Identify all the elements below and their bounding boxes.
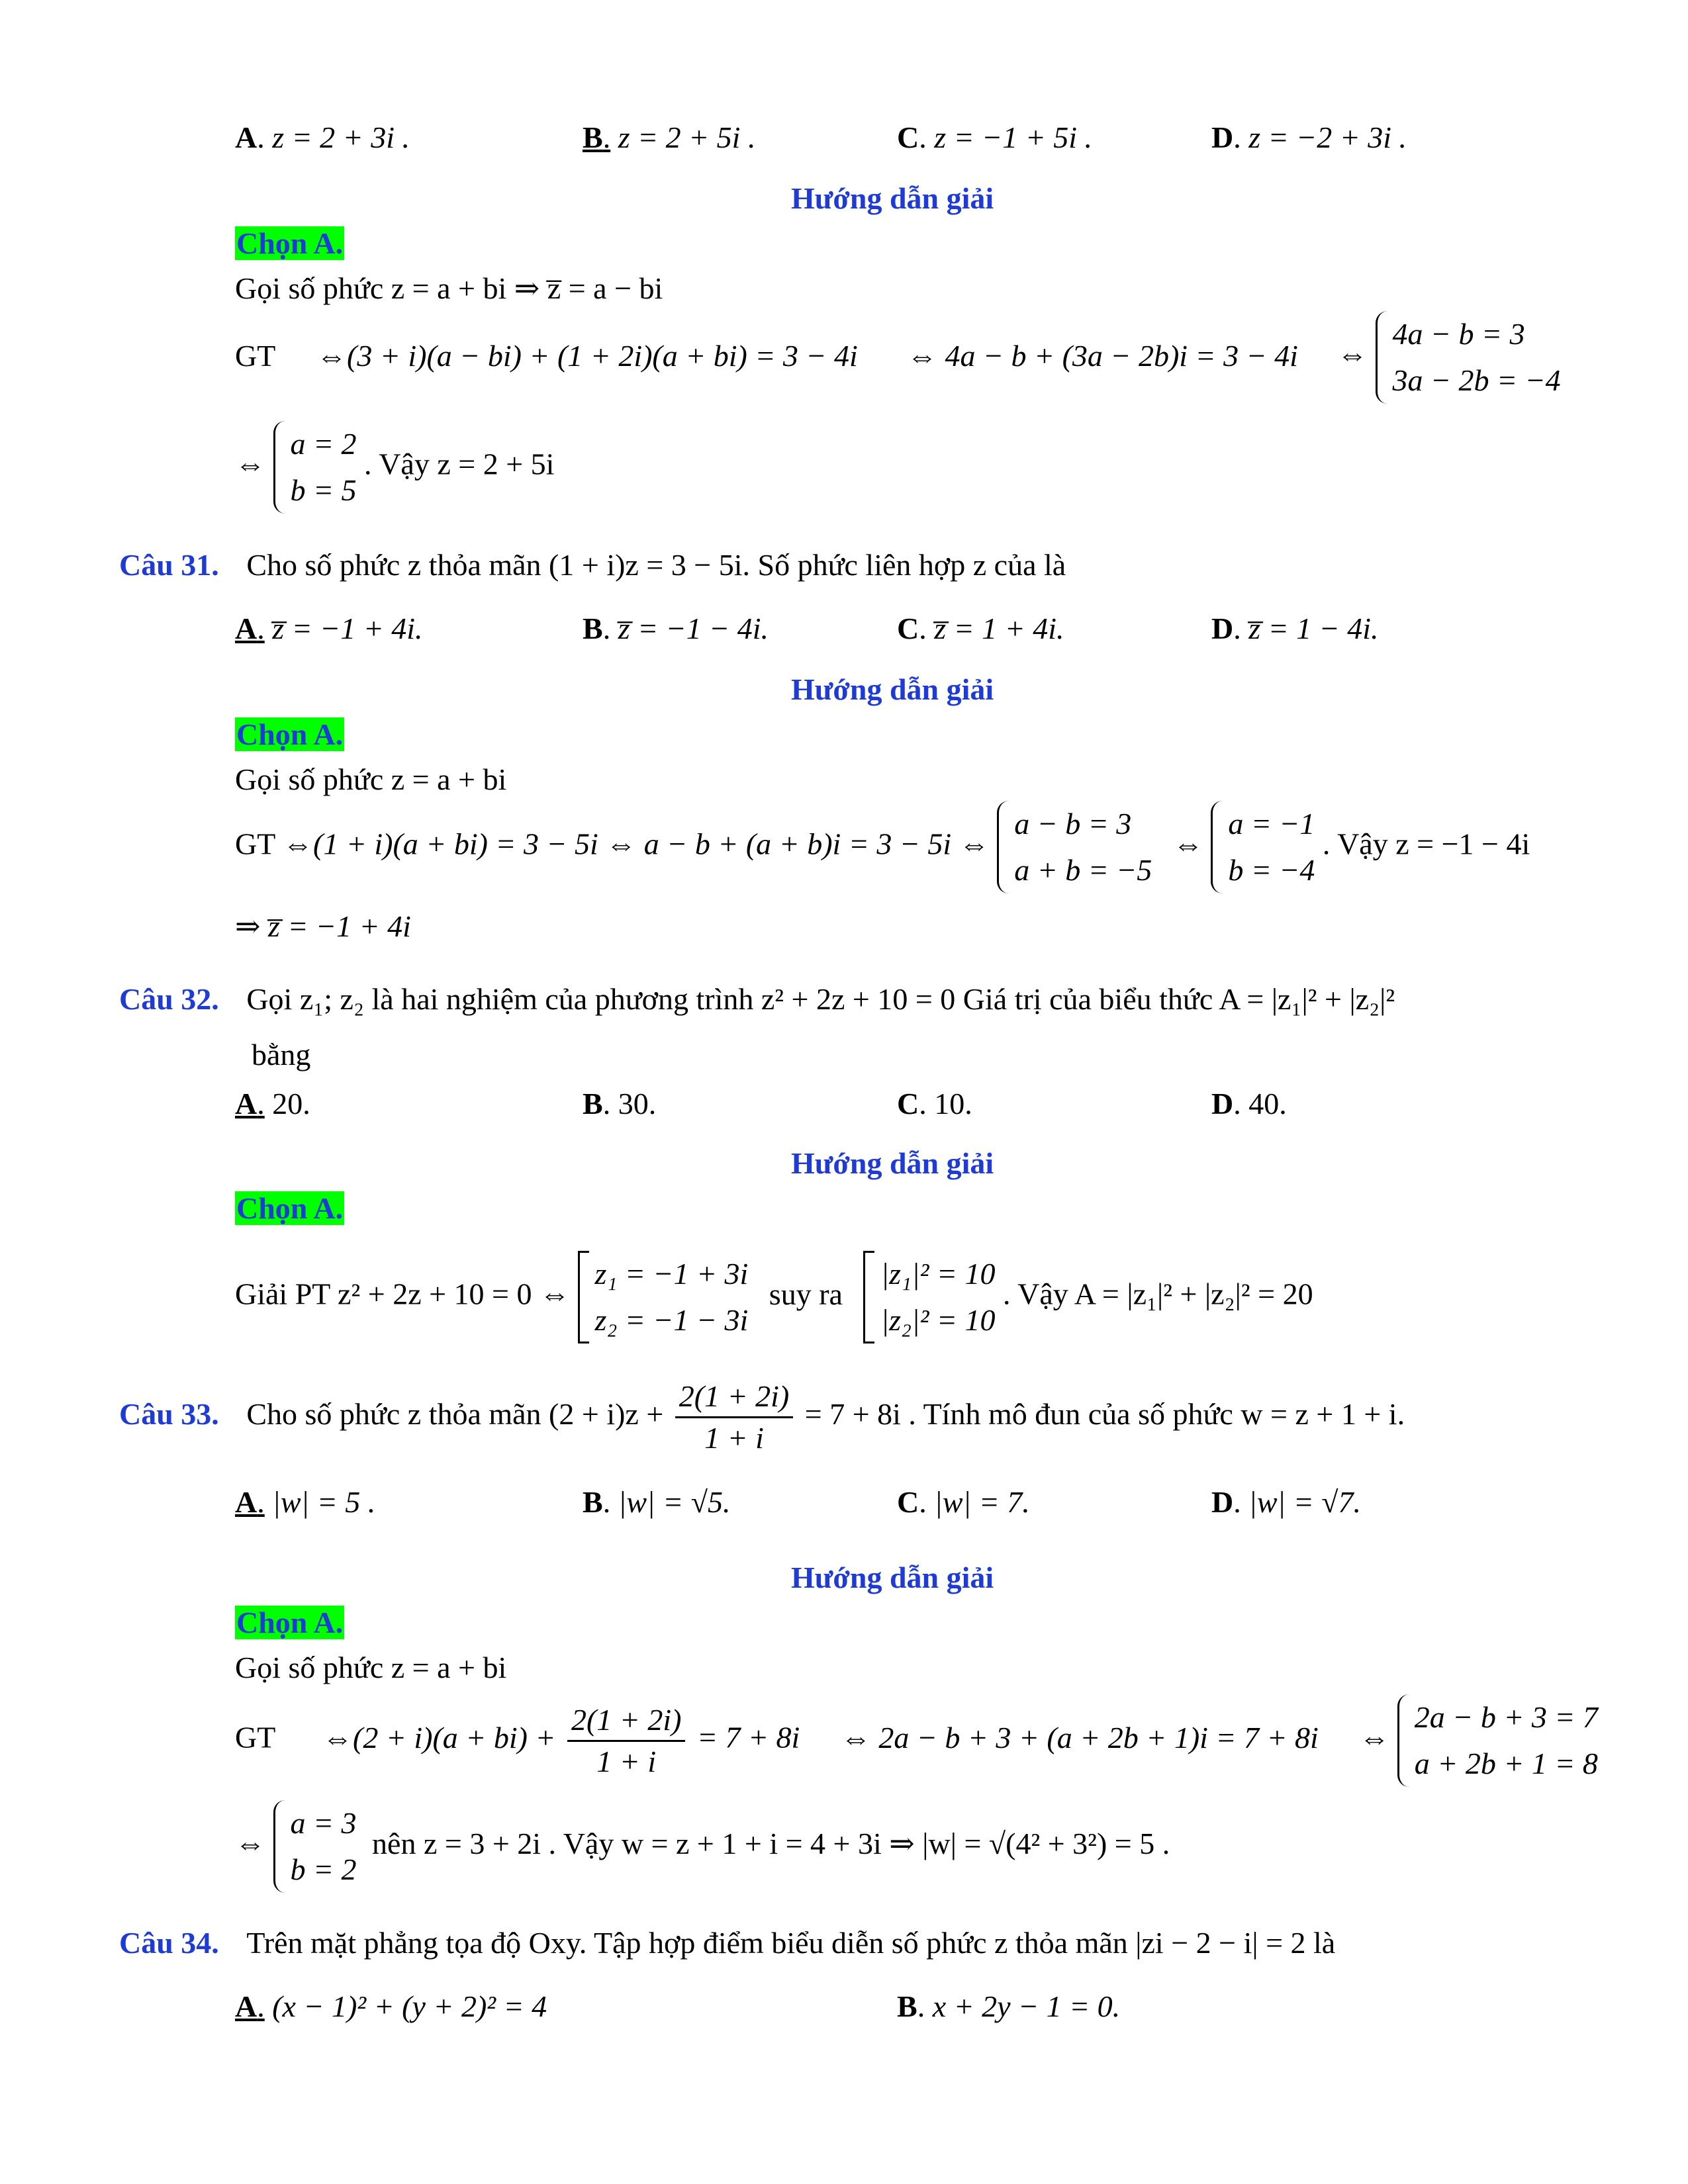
q32-option-b: B. 30. [583,1087,657,1120]
q30-option-c: C. z = −1 + 5i . [897,120,1093,154]
option-text: z = −1 + 5i . [934,120,1093,154]
chon-answer: Chọn A. [236,1606,344,1639]
solution-heading: Hướng dẫn giải [791,181,994,215]
option-label: D [1211,120,1234,154]
q34-option-a: A. (x − 1)² + (y + 2)² = 4 [235,1989,547,2023]
q31-option-b: B. z̅ = −1 − 4i. [583,612,769,645]
option-label: C [897,120,919,154]
q31-option-c: C. z̅ = 1 + 4i. [897,612,1064,645]
gt-line: GT ⇔(1 + i)(a + bi) = 3 − 5i ⇔ a − b + (a + b)i = 3 − 5i ⇔ a − b = 3 a + b = −5 ⇔ a = −1 b = −4 . Vậy z = −1 − 4i [235,801,1530,893]
q33-option-c: C. |w| = 7. [897,1485,1030,1519]
q31-option-d: D. z̅ = 1 − 4i. [1211,612,1379,645]
q32-option-c: C. 10. [897,1087,972,1120]
solution-line: Gọi số phức z = a + bi [235,1651,507,1684]
q30-option-d: D. z = −2 + 3i . [1211,120,1407,154]
question-31 [119,547,1066,584]
solve-line: Giải PT z² + 2z + 10 = 0 ⇔ z₁ = −1 + 3i z₂ = −1 − 3i suy ra |z₁|² = 10 |z₂|² = 10 . Vậy A = |z₁|² + |z₂|² = 20 [235,1251,1313,1343]
question-text: Cho số phức z thỏa mãn (1 + i)z = 3 − 5i. Số phức liên hợp z của là [246,548,1066,582]
final-line: ⇒ z̅ = −1 + 4i [235,909,411,943]
question-32 [119,981,1395,1018]
equation-system: ⇔ 4a − b = 3 3a − 2b = −4 [1337,311,1561,404]
gt-line: GT ⇔(2 + i)(a + bi) + $\frac{2(1 + 2i)}{1 + i}$ = 7 + 8i ⇔ 2a − b + 3 + (a + 2b + 1)i = 7 + 8i ⇔ 2a − b + 3 = 7 a + 2b + 1 = 8 [235,1694,1598,1787]
gt-equation: ⇔(3 + i)(a − bi) + (1 + 2i)(a + bi) = 3 − 4i [316,339,858,373]
q32-option-a: A. 20. [235,1087,310,1120]
result-system: ⇔ a = 3 b = 2 nên z = 3 + 2i . Vậy w = z + 1 + i = 4 + 3i ⇒ |w| = √(4² + 3²) = 5 . [235,1800,1170,1893]
question-34 [119,1925,1335,1962]
solution-heading: Hướng dẫn giải [791,672,994,706]
q31-option-a: A. z̅ = −1 + 4i. [235,612,423,645]
option-label: B [583,120,603,154]
chon-answer: Chọn A. [236,717,344,751]
question-text-cont: bằng [252,1038,311,1071]
solution-line: Gọi số phức z = a + bi [235,762,507,796]
q34-option-b: B. x + 2y − 1 = 0. [897,1989,1121,2023]
option-text: z = 2 + 5i . [618,120,756,154]
solution-heading: Hướng dẫn giải [791,1146,994,1180]
result-system: ⇔ a = 2 b = 5 . Vậy z = 2 + 5i [235,421,554,514]
question-label: Câu 34. [119,1926,219,1960]
q33-option-d: D. |w| = √7. [1211,1485,1361,1519]
gt-label: GT [235,339,276,373]
question-text: Trên mặt phẳng tọa độ Oxy. Tập hợp điểm biểu diễn số phức z thỏa mãn |zi − 2 − i| = 2 là [246,1926,1336,1960]
option-label: A [235,120,258,154]
option-text: z = 2 + 3i . [272,120,410,154]
chon-answer: Chọn A. [236,226,344,260]
q32-option-d: D. 40. [1211,1087,1287,1120]
question-label: Câu 31. [119,548,219,582]
solution-heading: Hướng dẫn giải [791,1561,994,1594]
chon-answer: Chọn A. [236,1191,344,1225]
q33-option-b: B. |w| = √5. [583,1485,731,1519]
gt-equation-2: ⇔ 4a − b + (3a − 2b)i = 3 − 4i [907,339,1298,373]
solution-line: Gọi số phức z = a + bi ⇒ z̅ = a − bi [235,271,663,305]
question-label: Câu 32. [119,982,219,1016]
option-text: z = −2 + 3i . [1248,120,1407,154]
q30-option-a: A. z = 2 + 3i . [235,120,410,154]
question-label: Câu 33. [119,1397,219,1432]
q33-option-a: A. |w| = 5 . [235,1485,376,1519]
question-33: Câu 33. Cho số phức z thỏa mãn (2 + i)z + $\frac{2(1 + 2i)}{1 + i}$ = 7 + 8i . Tính mô đun của số phức w = z + 1 + i. [119,1377,1405,1458]
question-text: Gọi z₁; z₂ là hai nghiệm của phương trình z² + 2z + 10 = 0 Giá trị của biểu thức A = |z₁|² + |z₂|² [246,982,1395,1016]
q30-option-b: B. z = 2 + 5i . [583,120,756,154]
